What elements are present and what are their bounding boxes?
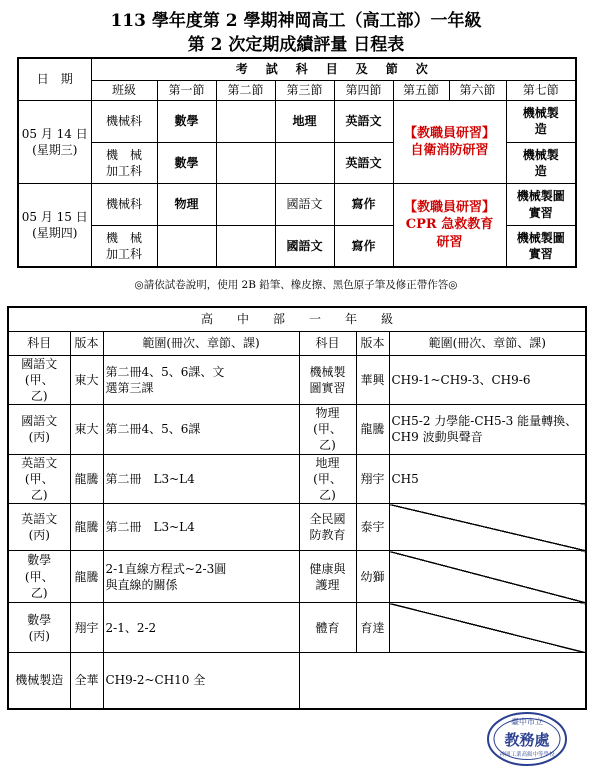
date-text: 05 月 15 日: [21, 209, 88, 224]
subject-cell: 數學: [157, 142, 216, 184]
class-cell: 機械科: [91, 101, 157, 143]
subject-cell: 英語文(丙): [8, 504, 70, 551]
exam-schedule-table: [17, 57, 577, 268]
range-header: 高 中 部 一 年 級: [8, 307, 586, 331]
subject-cell: [275, 142, 334, 184]
subject-cell: 數學(丙): [8, 603, 70, 653]
subject-cell: 國語文(甲、乙): [8, 355, 70, 405]
subject-cell: 機械製圖實習: [506, 225, 576, 267]
class-cell: 機 械加工科: [91, 142, 157, 184]
subject-cell: 物理(甲、乙): [299, 405, 356, 455]
seal-main-text: 教務處: [504, 731, 550, 749]
version-cell: 龍騰: [70, 454, 103, 504]
class-cell: 機 械加工科: [91, 225, 157, 267]
scope-cell: 第二冊4、5、6課、文選第三課: [103, 355, 299, 405]
subject-cell: 國語文(丙): [8, 405, 70, 455]
period-header: 第五節: [393, 80, 449, 100]
version-cell: 龍騰: [70, 551, 103, 603]
version-cell: 泰宇: [356, 504, 389, 551]
version-cell: 翔宇: [70, 603, 103, 653]
scope-cell: 第二冊 L3~L4: [103, 454, 299, 504]
version-cell: 翔宇: [356, 454, 389, 504]
subject-cell: 英語文: [334, 101, 393, 143]
table-row: [8, 405, 586, 455]
scope-cell: 第二冊4、5、6課: [103, 405, 299, 455]
subject-cell: [157, 225, 216, 267]
class-header: 班級: [91, 80, 157, 100]
blank-area: [299, 653, 586, 709]
subject-cell: 國語文: [275, 225, 334, 267]
subject-cell: [216, 142, 275, 184]
scope-cell: 2-1、2-2: [103, 603, 299, 653]
col-version: 版本: [70, 331, 103, 355]
scope-cell: 2-1直線方程式~2-3圓與直線的關係: [103, 551, 299, 603]
exam-note: ◎請依試卷說明，使用 2B 鉛筆、橡皮擦、黑色原子筆及修正帶作答◎: [134, 279, 458, 291]
version-cell: 東大: [70, 405, 103, 455]
subject-cell: [216, 101, 275, 143]
subject-cell: 體育: [299, 603, 356, 653]
scope-cell: 第二冊 L3~L4: [103, 504, 299, 551]
school-seal-stamp: [486, 710, 568, 768]
subject-cell: 健康與護理: [299, 551, 356, 603]
subject-cell: 機械製造: [8, 653, 70, 709]
empty-scope-cell: [389, 551, 586, 603]
table-row: [8, 551, 586, 603]
version-cell: 華興: [356, 355, 389, 405]
subject-cell: 機械製圖實習: [506, 184, 576, 226]
scope-cell: CH9-2~CH10 全: [103, 653, 299, 709]
col-subject: 科目: [299, 331, 356, 355]
subject-cell: 數學(甲、乙): [8, 551, 70, 603]
table-row: [8, 653, 586, 709]
subject-cell: 寫作: [334, 184, 393, 226]
version-cell: 龍騰: [70, 504, 103, 551]
scope-cell: CH5: [389, 454, 586, 504]
empty-scope-cell: [389, 603, 586, 653]
date-cell: [18, 101, 91, 184]
seal-bottom-text: 神岡工業高級中等學校: [499, 752, 555, 758]
subject-cell: 機械製造: [506, 101, 576, 143]
period-header: 第七節: [506, 80, 576, 100]
scope-cell: CH5-2 力學能-CH5-3 能量轉換、CH9 波動與聲音: [389, 405, 586, 455]
weekday-text: (星期三): [32, 143, 78, 158]
col-subject: 科目: [8, 331, 70, 355]
staff-training-cell: 【教職員研習】 CPR 急救教育研習: [393, 184, 506, 267]
date-text: 05 月 14 日: [21, 127, 88, 141]
period-header: 第二節: [216, 80, 275, 100]
scope-cell: CH9-1~CH9-3、CH9-6: [389, 355, 586, 405]
table-row: [8, 355, 586, 405]
col-scope: 範圍(冊次、章節、課): [103, 331, 299, 355]
subject-cell: 英語文(甲、乙): [8, 454, 70, 504]
version-cell: 幼獅: [356, 551, 389, 603]
date-cell: [18, 184, 91, 267]
period-header: 第四節: [334, 80, 393, 100]
table-row: [8, 504, 586, 551]
col-version: 版本: [356, 331, 389, 355]
subject-cell: 數學: [157, 101, 216, 143]
page-title: 113 學年度第 2 學期神岡高工（高工部）一年級: [110, 11, 482, 31]
subject-cell: [216, 225, 275, 267]
date-header: 日 期: [18, 58, 91, 101]
col-scope: 範圍(冊次、章節、課): [389, 331, 586, 355]
subject-cell: 地理: [275, 101, 334, 143]
seal-top-text: 臺中市立: [511, 717, 543, 727]
subject-cell: 機械製圖實習: [299, 355, 356, 405]
subject-cell: [216, 184, 275, 226]
version-cell: 龍騰: [356, 405, 389, 455]
table-row: [8, 603, 586, 653]
period-header: 第六節: [449, 80, 506, 100]
version-cell: 育達: [356, 603, 389, 653]
subject-cell: 全民國防教育: [299, 504, 356, 551]
class-cell: 機械科: [91, 184, 157, 226]
exam-header: 考 試 科 目 及 節 次: [91, 58, 576, 80]
subject-cell: 地理(甲、乙): [299, 454, 356, 504]
period-header: 第三節: [275, 80, 334, 100]
subject-cell: 機械製造: [506, 142, 576, 184]
subject-cell: 國語文: [275, 184, 334, 226]
weekday-text: (星期四): [32, 226, 78, 241]
version-cell: 東大: [70, 355, 103, 405]
page-subtitle: 第 2 次定期成績評量 日程表: [187, 35, 405, 55]
subject-cell: 物理: [157, 184, 216, 226]
empty-scope-cell: [389, 504, 586, 551]
subject-cell: 寫作: [334, 225, 393, 267]
exam-range-table: [7, 306, 587, 710]
staff-training-cell: 【教職員研習】 自衛消防研習: [393, 101, 506, 184]
period-header: 第一節: [157, 80, 216, 100]
subject-cell: 英語文: [334, 142, 393, 184]
table-row: [8, 454, 586, 504]
version-cell: 全華: [70, 653, 103, 709]
